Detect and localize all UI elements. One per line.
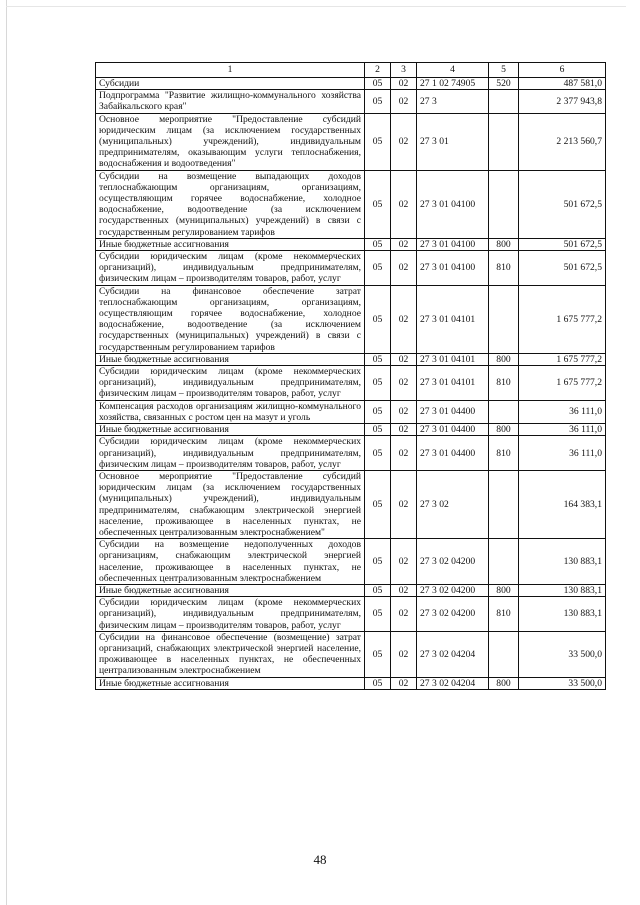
section-code-cell: 05 <box>365 470 391 538</box>
expense-type-cell: 800 <box>489 238 519 250</box>
section-code-cell: 05 <box>365 78 391 90</box>
scan-top-line <box>6 6 626 7</box>
row-name-cell: Иные бюджетные ассигнования <box>96 424 365 436</box>
table-row <box>96 597 606 632</box>
table-row <box>96 78 606 90</box>
table-row <box>96 584 606 596</box>
amount-cell: 130 883,1 <box>519 597 606 632</box>
row-name-cell: Компенсация расходов организациям жилищно-коммунального хозяйства, связанных с ростом цен на мазут и уголь <box>96 400 365 423</box>
amount-cell: 1 675 777,2 <box>519 366 606 401</box>
table-row <box>96 353 606 365</box>
amount-cell: 501 672,5 <box>519 251 606 286</box>
row-name-cell: Подпрограмма "Развитие жилищно-коммунального хозяйства Забайкальского края" <box>96 90 365 113</box>
table-row <box>96 366 606 401</box>
table-row <box>96 251 606 286</box>
subsection-code-cell: 02 <box>391 251 417 286</box>
subsection-code-cell: 02 <box>391 90 417 113</box>
target-article-cell: 27 3 02 04200 <box>417 584 489 596</box>
subsection-code-cell: 02 <box>391 539 417 585</box>
target-article-cell: 27 1 02 74905 <box>417 78 489 90</box>
expense-type-cell <box>489 90 519 113</box>
section-code-cell: 05 <box>365 424 391 436</box>
expense-type-cell: 520 <box>489 78 519 90</box>
amount-cell: 36 111,0 <box>519 436 606 471</box>
subsection-code-cell: 02 <box>391 424 417 436</box>
expense-type-cell: 800 <box>489 424 519 436</box>
table-row <box>96 90 606 113</box>
section-code-cell: 05 <box>365 631 391 677</box>
budget-table <box>95 62 606 690</box>
row-name-cell: Иные бюджетные ассигнования <box>96 238 365 250</box>
header-cell: 4 <box>417 63 489 78</box>
table-body <box>96 78 606 690</box>
header-cell: 5 <box>489 63 519 78</box>
amount-cell: 1 675 777,2 <box>519 285 606 353</box>
table-row <box>96 400 606 423</box>
target-article-cell: 27 3 02 04200 <box>417 539 489 585</box>
header-cell: 6 <box>519 63 606 78</box>
subsection-code-cell: 02 <box>391 353 417 365</box>
target-article-cell: 27 3 01 04100 <box>417 238 489 250</box>
expense-type-cell: 810 <box>489 597 519 632</box>
table-header-row <box>96 63 606 78</box>
table-row <box>96 470 606 538</box>
page-number: 48 <box>313 852 327 867</box>
amount-cell: 2 213 560,7 <box>519 113 606 170</box>
target-article-cell: 27 3 01 04100 <box>417 251 489 286</box>
row-name-cell: Субсидии юридическим лицам (кроме некоммерческих организаций), индивидуальным предпринимателям, физическим лицам – производителям товаров, работ, услуг <box>96 366 365 401</box>
table-row <box>96 424 606 436</box>
row-name-cell: Основное мероприятие "Предоставление субсидий юридическим лицам (за исключением государственных (муниципальных) учреждений), индивидуальным предпринимателям, снабжающим электрической энергией население, проживающее в населенных пунктах, не обеспеченных централизованным электроснабжением" <box>96 470 365 538</box>
amount-cell: 164 383,1 <box>519 470 606 538</box>
row-name-cell: Иные бюджетные ассигнования <box>96 353 365 365</box>
header-cell: 1 <box>96 63 365 78</box>
row-name-cell: Субсидии на финансовое обеспечение затрат теплоснабжающим организациям, организациям, осуществляющим горячее водоснабжение, холодное водоснабжение, водоотведение (за исключением государственных (муниципальных) учреждений) в связи с государственным регулированием тарифов <box>96 285 365 353</box>
scan-edge-line <box>6 0 7 905</box>
target-article-cell: 27 3 02 <box>417 470 489 538</box>
expense-type-cell: 800 <box>489 584 519 596</box>
row-name-cell: Субсидии <box>96 78 365 90</box>
amount-cell: 487 581,0 <box>519 78 606 90</box>
header-cell: 2 <box>365 63 391 78</box>
row-name-cell: Иные бюджетные ассигнования <box>96 677 365 689</box>
target-article-cell: 27 3 01 04101 <box>417 285 489 353</box>
subsection-code-cell: 02 <box>391 238 417 250</box>
expense-type-cell <box>489 539 519 585</box>
expense-type-cell <box>489 113 519 170</box>
section-code-cell: 05 <box>365 366 391 401</box>
amount-cell: 130 883,1 <box>519 539 606 585</box>
row-name-cell: Основное мероприятие "Предоставление субсидий юридическим лицам (за исключением государственных (муниципальных) учреждений), индивидуальным предпринимателям, оказывающим услуги теплоснабжения, водоснабжения и водоотведения" <box>96 113 365 170</box>
target-article-cell: 27 3 01 04100 <box>417 170 489 238</box>
amount-cell: 33 500,0 <box>519 631 606 677</box>
section-code-cell: 05 <box>365 436 391 471</box>
target-article-cell: 27 3 01 04400 <box>417 400 489 423</box>
table-row <box>96 238 606 250</box>
row-name-cell: Субсидии юридическим лицам (кроме некоммерческих организаций), индивидуальным предпринимателям, физическим лицам – производителям товаров, работ, услуг <box>96 251 365 286</box>
target-article-cell: 27 3 <box>417 90 489 113</box>
table-row <box>96 677 606 689</box>
section-code-cell: 05 <box>365 90 391 113</box>
subsection-code-cell: 02 <box>391 584 417 596</box>
subsection-code-cell: 02 <box>391 113 417 170</box>
subsection-code-cell: 02 <box>391 285 417 353</box>
table-row <box>96 170 606 238</box>
target-article-cell: 27 3 02 04204 <box>417 677 489 689</box>
header-cell: 3 <box>391 63 417 78</box>
target-article-cell: 27 3 02 04200 <box>417 597 489 632</box>
table-row <box>96 113 606 170</box>
expense-type-cell: 800 <box>489 353 519 365</box>
row-name-cell: Субсидии на возмещение недополученных доходов организациям, снабжающим электрической энергией население, проживающее в населенных пунктах, не обеспеченных централизованным электроснабжением <box>96 539 365 585</box>
target-article-cell: 27 3 01 04400 <box>417 424 489 436</box>
expense-type-cell: 800 <box>489 677 519 689</box>
subsection-code-cell: 02 <box>391 470 417 538</box>
amount-cell: 130 883,1 <box>519 584 606 596</box>
target-article-cell: 27 3 01 <box>417 113 489 170</box>
table-row <box>96 631 606 677</box>
target-article-cell: 27 3 01 04400 <box>417 436 489 471</box>
expense-type-cell <box>489 400 519 423</box>
subsection-code-cell: 02 <box>391 170 417 238</box>
subsection-code-cell: 02 <box>391 436 417 471</box>
amount-cell: 36 111,0 <box>519 400 606 423</box>
target-article-cell: 27 3 01 04101 <box>417 353 489 365</box>
table-row <box>96 285 606 353</box>
subsection-code-cell: 02 <box>391 78 417 90</box>
subsection-code-cell: 02 <box>391 631 417 677</box>
section-code-cell: 05 <box>365 597 391 632</box>
target-article-cell: 27 3 02 04204 <box>417 631 489 677</box>
section-code-cell: 05 <box>365 113 391 170</box>
amount-cell: 501 672,5 <box>519 170 606 238</box>
expense-type-cell: 810 <box>489 251 519 286</box>
amount-cell: 2 377 943,8 <box>519 90 606 113</box>
amount-cell: 36 111,0 <box>519 424 606 436</box>
amount-cell: 33 500,0 <box>519 677 606 689</box>
row-name-cell: Субсидии юридическим лицам (кроме некоммерческих организаций), индивидуальным предпринимателям, физическим лицам – производителям товаров, работ, услуг <box>96 436 365 471</box>
expense-type-cell: 810 <box>489 366 519 401</box>
expense-type-cell <box>489 470 519 538</box>
amount-cell: 1 675 777,2 <box>519 353 606 365</box>
section-code-cell: 05 <box>365 584 391 596</box>
subsection-code-cell: 02 <box>391 597 417 632</box>
amount-cell: 501 672,5 <box>519 238 606 250</box>
section-code-cell: 05 <box>365 238 391 250</box>
section-code-cell: 05 <box>365 251 391 286</box>
row-name-cell: Субсидии на финансовое обеспечение (возмещение) затрат организаций, снабжающих электрической энергией население, проживающее в населенных пунктах, не обеспеченных централизованным электроснабжением <box>96 631 365 677</box>
expense-type-cell: 810 <box>489 436 519 471</box>
row-name-cell: Иные бюджетные ассигнования <box>96 584 365 596</box>
subsection-code-cell: 02 <box>391 400 417 423</box>
expense-type-cell <box>489 285 519 353</box>
target-article-cell: 27 3 01 04101 <box>417 366 489 401</box>
section-code-cell: 05 <box>365 400 391 423</box>
table-row <box>96 539 606 585</box>
section-code-cell: 05 <box>365 677 391 689</box>
section-code-cell: 05 <box>365 170 391 238</box>
section-code-cell: 05 <box>365 539 391 585</box>
subsection-code-cell: 02 <box>391 366 417 401</box>
row-name-cell: Субсидии на возмещение выпадающих доходов теплоснабжающим организациям, организациям, осуществляющим горячее водоснабжение, холодное водоснабжение, водоотведение (за исключением государственных (муниципальных) учреждений) в связи с государственным регулированием тарифов <box>96 170 365 238</box>
expense-type-cell <box>489 631 519 677</box>
expense-type-cell <box>489 170 519 238</box>
subsection-code-cell: 02 <box>391 677 417 689</box>
row-name-cell: Субсидии юридическим лицам (кроме некоммерческих организаций), индивидуальным предпринимателям, физическим лицам – производителям товаров, работ, услуг <box>96 597 365 632</box>
section-code-cell: 05 <box>365 353 391 365</box>
table-row <box>96 436 606 471</box>
section-code-cell: 05 <box>365 285 391 353</box>
